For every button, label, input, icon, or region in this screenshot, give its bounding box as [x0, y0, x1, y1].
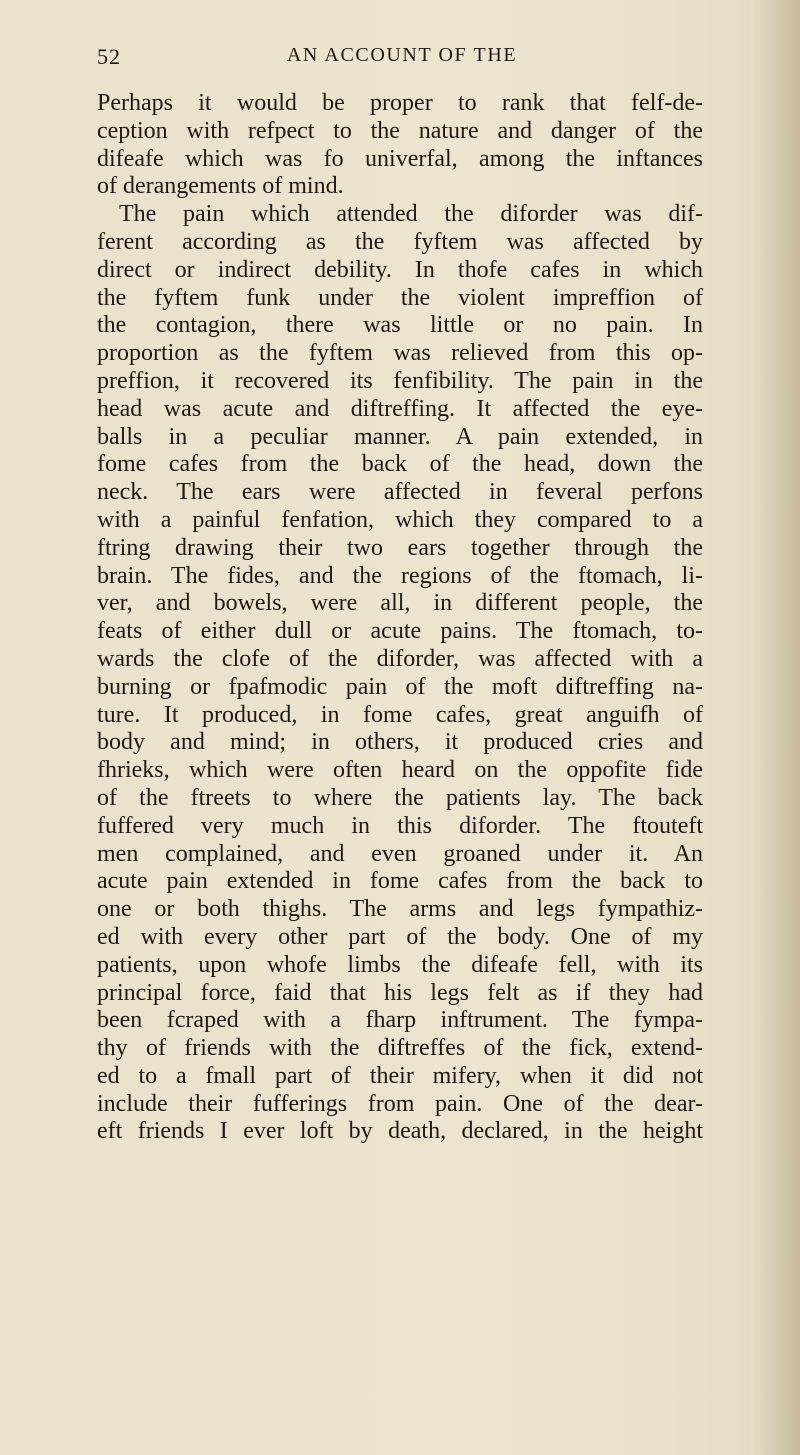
text-line: eft friends I ever loft by death, declared, in the height: [97, 1118, 703, 1145]
text-line: thy of friends with the diftreffes of the fick, extend-: [97, 1035, 703, 1062]
text-line: men complained, and even groaned under it. An: [97, 840, 703, 867]
text-line: feats of either dull or acute pains. The ftomach, to-: [97, 618, 703, 645]
text-line: ed to a fmall part of their mifery, when it did not: [97, 1062, 703, 1089]
text-line: been fcraped with a fharp inftrument. The fympa-: [97, 1007, 703, 1034]
text-line: fuffered very much in this diforder. The ftouteft: [97, 812, 703, 839]
page-header: [97, 44, 707, 74]
text-line: the fyftem funk under the violent impreffion of: [97, 284, 703, 311]
text-line: proportion as the fyftem was relieved from this op-: [97, 340, 703, 367]
text-line: Perhaps it would be proper to rank that felf-de-: [97, 90, 703, 116]
text-line: fome cafes from the back of the head, down the: [97, 451, 703, 478]
text-line: principal force, faid that his legs felt as if they had: [97, 979, 703, 1006]
text-line: burning or fpafmodic pain of the moft diftreffing na-: [97, 673, 703, 700]
text-line: fhrieks, which were often heard on the oppofite fide: [97, 757, 703, 784]
text-line: neck. The ears were affected in feveral perfons: [97, 479, 703, 506]
page-edge-shadow: [760, 0, 800, 1455]
text-line: of derangements of mind.: [97, 173, 344, 200]
text-line: The pain which attended the diforder was dif-: [119, 201, 703, 228]
text-line: direct or indirect debility. In thofe cafes in which: [97, 256, 703, 283]
text-line: ver, and bowels, were all, in different people, the: [97, 590, 703, 617]
text-line: ftring drawing their two ears together through the: [97, 534, 703, 561]
text-line: patients, upon whofe limbs the difeafe fell, with its: [97, 951, 703, 978]
text-line: wards the clofe of the diforder, was affected with a: [97, 645, 703, 672]
text-line: one or both thighs. The arms and legs fympathiz-: [97, 896, 703, 923]
body-text: [97, 90, 703, 1146]
text-line: ferent according as the fyftem was affected by: [97, 228, 703, 255]
text-line: difeafe which was fo univerfal, among the inftances: [97, 145, 703, 172]
text-line: ed with every other part of the body. One of my: [97, 923, 703, 950]
text-line: ture. It produced, in fome cafes, great anguifh of: [97, 701, 703, 728]
text-line: brain. The fides, and the regions of the ftomach, li-: [97, 562, 703, 589]
text-line: of the ftreets to where the patients lay. The back: [97, 784, 703, 811]
page-number: 52: [97, 44, 121, 69]
text-line: balls in a peculiar manner. A pain extended, in: [97, 423, 703, 450]
running-head: AN ACCOUNT OF THE: [286, 44, 518, 66]
text-line: with a painful fenfation, which they compared to a: [97, 506, 703, 533]
text-line: acute pain extended in fome cafes from the back to: [97, 868, 703, 895]
text-line: preffion, it recovered its fenfibility. The pain in the: [97, 367, 703, 394]
text-line: body and mind; in others, it produced cries and: [97, 729, 703, 756]
text-line: head was acute and diftreffing. It affected the eye-: [97, 395, 703, 422]
text-line: ception with refpect to the nature and danger of the: [97, 117, 703, 144]
text-line: include their fufferings from pain. One of the dear-: [97, 1090, 703, 1117]
text-line: the contagion, there was little or no pain. In: [97, 312, 703, 339]
